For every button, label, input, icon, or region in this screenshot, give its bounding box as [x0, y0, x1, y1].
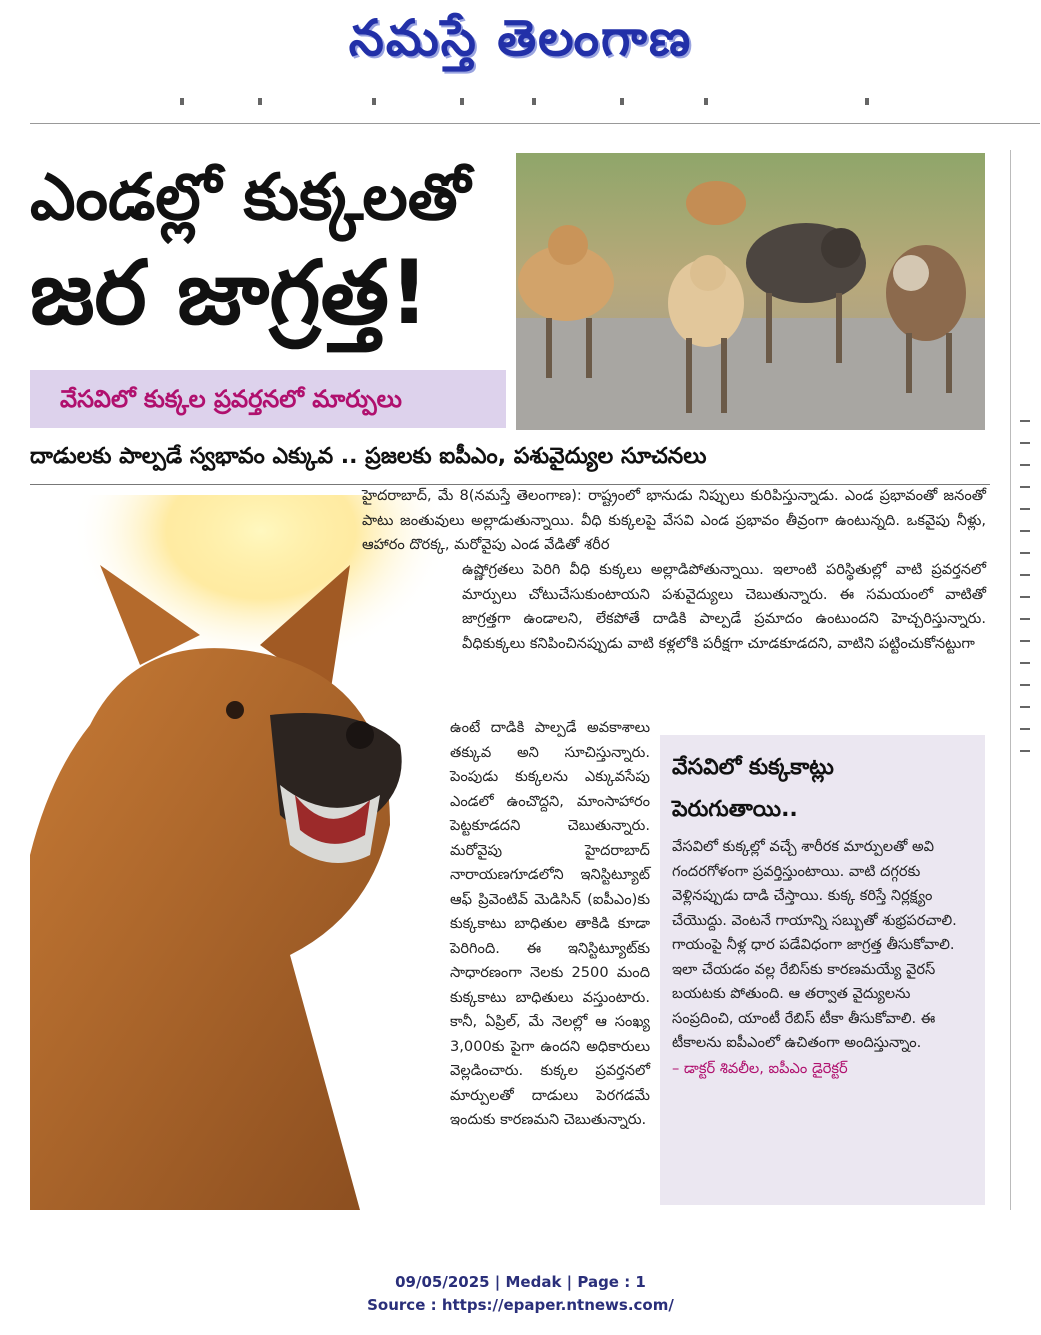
adjacent-column-fragments [1020, 420, 1040, 1200]
footer-edition-line: 09/05/2025 | Medak | Page : 1 [395, 1273, 646, 1291]
subheadline: వేసవిలో కుక్కల ప్రవర్తనలో మార్పులు [30, 370, 506, 428]
sidebar-title-line-1: వేసవిలో కుక్కకాట్లు [672, 755, 834, 780]
headline-line-2: జర జాగ్రత్త! [30, 241, 430, 344]
masthead-tick-marks [180, 98, 880, 106]
article-paragraph-3: ఉంటే దాడికి పాల్పడే అవకాశాలు తక్కువ అని సూచిస్తున్నారు. పెంపుడు కుక్కలను ఎక్కువసేపు ఎండలో ఉంచొద్దని, మాంసాహారం పెట్టకూడదని చెబుతున్నారు. మరోవైపు హైదరాబాద్ నారాయణగూడలోని ఇనిస్టిట్యూట్ ఆఫ్ ప్రివెంటివ్ మెడిసిన్ (ఐపీఎం)కు కుక్కకాటు బాధితుల తాకిడి కూడా పెరిగింది. ఈ ఇనిస్టిట్యూట్‌కు సాధారణంగా నెలకు 2500 మంది కుక్కకాటు బాధితులు వస్తుంటారు. కానీ, ఏప్రిల్, మే నెలల్లో ఆ సంఖ్య 3,000కు పైగా ఉందని అధికారులు వెల్లడించారు. కుక్కల ప్రవర్తనలో మార్పులతో దాడులు పెరగడమే ఇందుకు కారణమని చెబుతున్నారు. [450, 719, 650, 1128]
sidebar-box [660, 735, 985, 1205]
column-rule [1010, 150, 1011, 1210]
sidebar-signature: – డాక్టర్ శివలీల, ఐపీఎం డైరెక్టర్ [672, 1059, 848, 1077]
newspaper-masthead: నమస్తే తెలంగాణ [348, 8, 693, 67]
article-paragraph-1: హైదరాబాద్, మే 8(నమస్తే తెలంగాణ): రాష్ట్రంలో భానుడు నిప్పులు కురిపిస్తున్నాడు. ఎండ ప్రభావంతో జనంతో పాటు జంతువులు అల్లాడుతున్నాయి. వీధి కుక్కలపై వేసవి ఎండ ప్రభావం తీవ్రంగా ఉంటున్నది. ఒకవైపు నీళ్లు, ఆహారం దొరక్క, మరోవైపు ఎండ వేడితో శరీర [362, 487, 986, 553]
headline-line-1: ఎండల్లో కుక్కలతో [30, 161, 471, 235]
article-paragraph-2: ఉష్ణోగ్రతలు పెరిగి వీధి కుక్కలు అల్లాడిపోతున్నాయి. ఇలాంటి పరిస్థితుల్లో వాటి ప్రవర్తనలో మార్పులు చోటుచేసుకుంటాయని పశువైద్యులు చెబుతున్నారు. ఈ సమయంలో వాటితో జాగ్రత్తగా ఉండాలని, లేకపోతే దాడికి పాల్పడే ప్రమాదం ఉంటుందని హెచ్చరిస్తున్నారు. వీధికుక్కలు కనిపించినప్పుడు వాటి కళ్లలోకి పరీక్షగా చూడకూడదని, వాటిని పట్టించుకోనట్టుగా [462, 561, 986, 652]
sidebar-body: వేసవిలో కుక్కల్లో వచ్చే శారీరక మార్పులతో అవి గందరగోళంగా ప్రవర్తిస్తుంటాయి. వాటి దగ్గరకు వెళ్లినప్పుడు దాడి చేస్తాయి. కుక్క కరిస్తే నిర్లక్ష్యం చేయొద్దు. వెంటనే గాయాన్ని సబ్బుతో శుభ్రపరచాలి. గాయంపై నీళ్ల ధార పడేవిధంగా జాగ్రత్త తీసుకోవాలి. ఇలా చేయడం వల్ల రేబిస్‌కు కారణమయ్యే వైరస్ బయటకు పోతుంది. ఆ తర్వాత వైద్యులను సంప్రదించి, యాంటీ రేబిస్ టీకా తీసుకోవాలి. ఈ టీకాలను ఐపీఎంలో ఉచితంగా అందిస్తున్నాం. [672, 838, 957, 1051]
footer-source-line: Source : https://epaper.ntnews.com/ [367, 1296, 674, 1314]
strapline: దాడులకు పాల్పడే స్వభావం ఎక్కువ .. ప్రజలకు ఐపీఎం, పశువైద్యుల సూచనలు [30, 444, 707, 469]
headline [30, 158, 510, 348]
sidebar-title-line-2: పెరుగుతాయి.. [672, 797, 798, 822]
stray-dogs-photo [516, 153, 985, 430]
masthead-rule [30, 123, 1040, 124]
